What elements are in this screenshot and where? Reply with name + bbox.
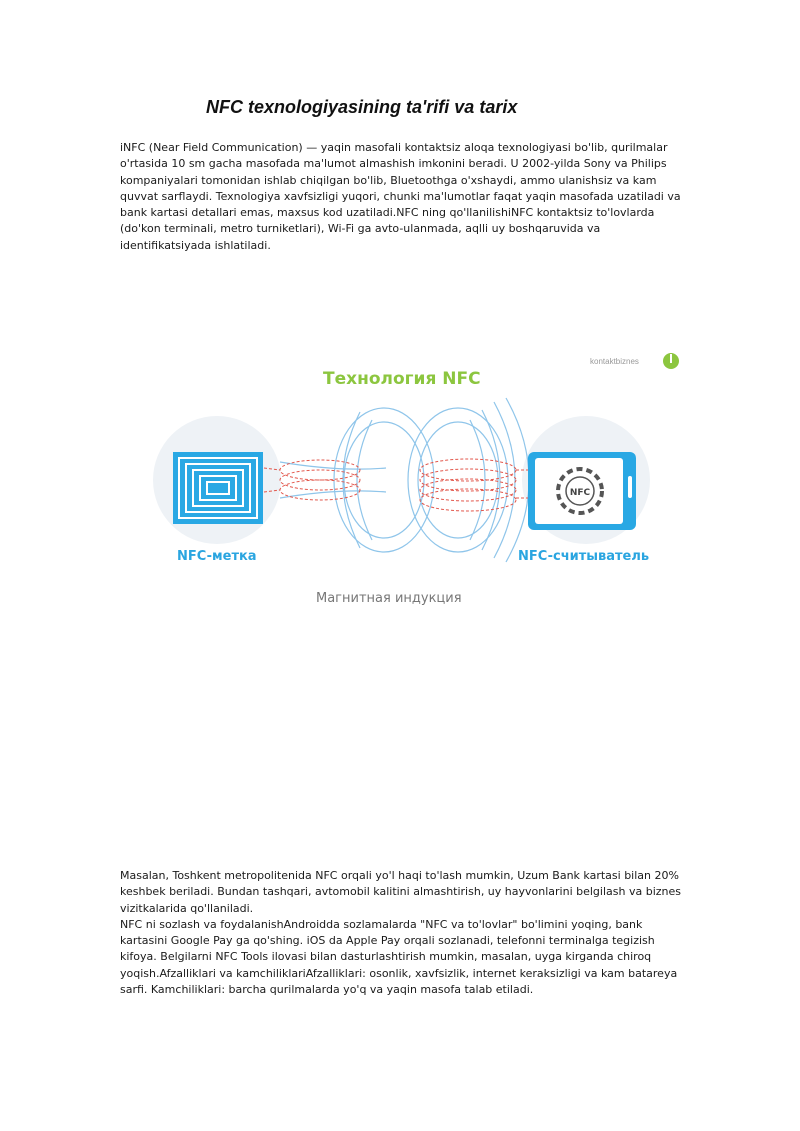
diagram-caption: Магнитная индукция <box>316 591 462 606</box>
reader-coil <box>420 459 528 511</box>
nfc-tag-icon <box>173 452 263 524</box>
nfc-reader-icon <box>528 452 636 530</box>
nfc-diagram-figure <box>140 340 685 610</box>
tag-label: NFC-метка <box>177 549 257 564</box>
intro-paragraph <box>120 140 690 254</box>
page-title: NFC texnologiyasining ta'rifi va tarix <box>206 97 518 117</box>
bottom-paragraph-setup: NFC ni sozlash va foydalanishAndroidda sozlamalarda "NFC va to'lovlar" bo'limini yoqing, bank kartasini Google Pay ga qo'shing. iOS da Apple Pay orqali sozlanadi, telefonni terminalga tegizish kifoya. Belgilarni NFC Tools ilovasi bilan dasturlashtirish mumkin, masalan, uyga kirganda chiroq yoqish.Afzalliklari va kamchiliklariAfzalliklari: osonlik, xavfsizlik, internet keraksizligi va kam batareya sarfi. Kamchiliklari: barcha qurilmalarda yo'q va yaqin masofa talab etiladi. <box>120 917 678 997</box>
bottom-paragraphs <box>120 868 690 998</box>
intro-paragraph-text: iNFC (Near Field Communication) — yaqin masofali kontaktsiz aloqa texnologiyasi bo'lib, qurilmalar o'rtasida 10 sm gacha masofada ma'lumot almashish imkonini beradi. U 2002-yilda Sony va Philips kompaniyalari tomonidan ishlab chiqilgan bo'lib, Bluetoothga o'xshaydi, ammo ulanishsiz va kam quvvat sarflaydi. Texnologiya xavfsizligi yuqori, chunki ma'lumotlar faqat yaqin masofada uzatiladi va bank kartasi detallari emas, maxsus kod uzatiladi.NFC ning qo'llanilishiNFC kontaktsiz to'lovlarda (do'kon terminali, metro turniketlari), Wi-Fi ga avto-ulanmada, aqlli uy boshqaruvida va identifikatsiyada ishlatiladi. <box>120 141 681 252</box>
watermark-text: kontaktbiznes <box>590 357 639 366</box>
reader-label: NFC-считыватель <box>518 549 650 564</box>
reader-nfc-badge: NFC <box>569 488 591 498</box>
bottom-paragraph-examples: Masalan, Toshkent metropolitenida NFC orqali yo'l haqi to'lash mumkin, Uzum Bank kartasi bilan 20% keshbek beriladi. Bundan tashqari, avtomobil kalitini almashtirish, uy hayvonlarini belgilash va biznes vizitkalarida qo'llaniladi. <box>120 869 681 915</box>
diagram-title: Технология NFC <box>323 369 481 389</box>
